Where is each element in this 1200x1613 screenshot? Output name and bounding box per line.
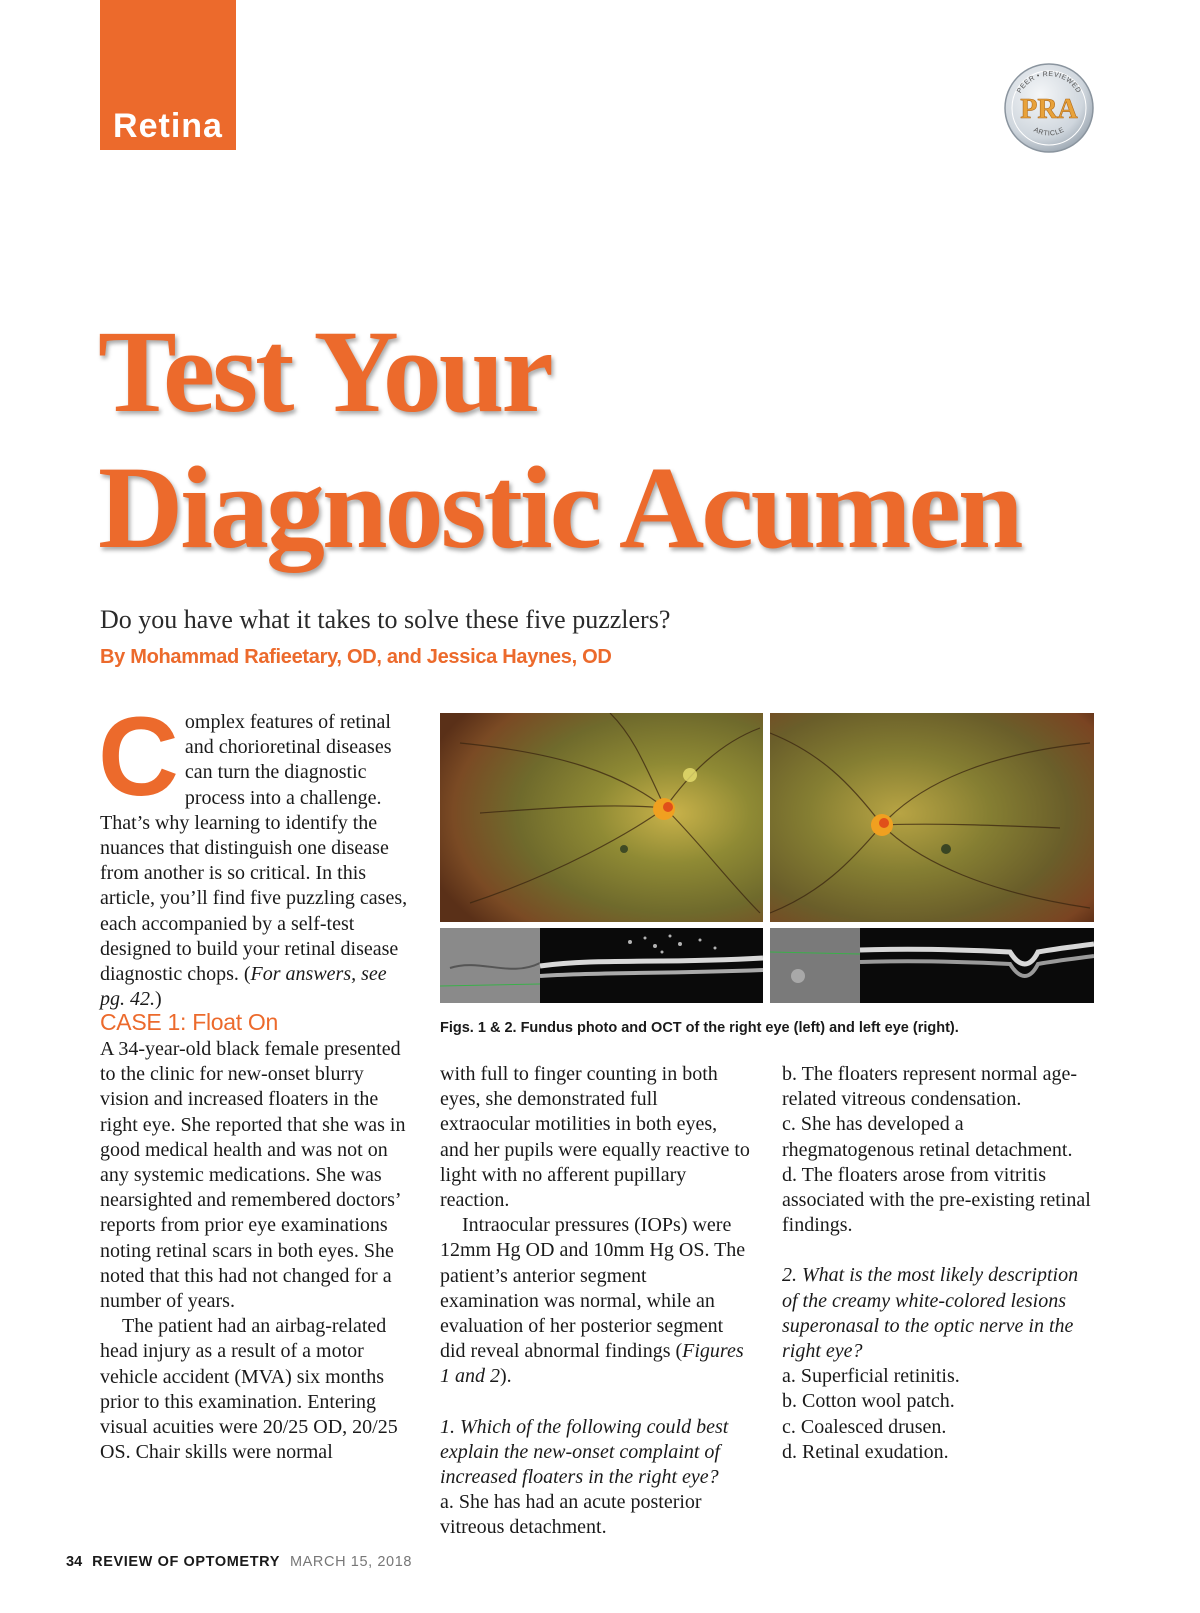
oct-scan-left-eye — [770, 928, 1094, 1003]
fundus-photo-left-eye — [770, 713, 1094, 922]
question-1-option-b: b. The floaters represent normal age-related vitreous condensation. — [782, 1063, 1078, 1111]
article-title-line-1: Test Your — [98, 306, 551, 437]
question-2-option-c: c. Coalesced drusen. — [782, 1415, 947, 1438]
badge-logo: PRA — [1020, 94, 1078, 125]
figure-reference: Figures 1 and 2 — [440, 1340, 744, 1388]
article-title-line-2: Diagnostic Acumen — [98, 442, 1021, 573]
question-1-option-d: d. The floaters arose from vitritis associated with the pre-existing retinal findings. — [782, 1163, 1091, 1237]
case-paragraph: A 34-year-old black female presented to the clinic for new-onset blurry vision and increased floaters in the right eye. She reported that she was in good medical health and was not on any systemic medications. She was nearsighted and remembered doctors’ reports from prior eye examinations noting retinal scars in both eyes. She noted that this had not changed for a number of years. — [100, 1038, 406, 1313]
drop-cap: C — [98, 694, 179, 819]
body-column-1 — [100, 1037, 410, 1465]
case-paragraph: The patient had an airbag-related head injury as a result of a motor vehicle accident (MVA) six months prior to this examination. Entering visual acuities were 20/25 OD, 20/25 OS. Chair skills were normal — [100, 1315, 398, 1464]
page-number: 34 — [66, 1554, 83, 1570]
question-2-option-d: d. Retinal exudation. — [782, 1440, 949, 1463]
figure-caption: Figs. 1 & 2. Fundus photo and OCT of the right eye (left) and left eye (right). — [440, 1020, 959, 1036]
article-subtitle: Do you have what it takes to solve these five puzzlers? — [100, 605, 671, 634]
intro-answers-ref: For answers, see pg. 42. — [100, 963, 387, 1011]
intro-text: omplex features of retinal and chorioretinal diseases can turn the diagnostic process into a challenge. That’s why learning to identify the nuances that distinguish one disease from another is so critical. In this article, you’ll find five puzzling cases, each accompanied by a self-test designed to build your retinal disease diagnostic chops. ( — [100, 711, 408, 986]
question-1-option-c: c. She has developed a rhegmatogenous retinal detachment. — [782, 1113, 1073, 1161]
question-2-option-a: a. Superficial retinitis. — [782, 1365, 960, 1388]
question-2: 2. What is the most likely description of the creamy white-colored lesions superonasal to the optic nerve in the right eye? — [782, 1264, 1079, 1363]
intro-close: ) — [155, 988, 162, 1011]
issue-date: MARCH 15, 2018 — [289, 1554, 413, 1570]
svg-text:ARTICLE: ARTICLE — [1032, 126, 1066, 138]
body-column-3 — [782, 1062, 1092, 1465]
case-heading: CASE 1: Float On — [100, 1009, 278, 1035]
case-paragraph: with full to finger counting in both eyes, she demonstrated full extraocular motilities in both eyes, and her pupils were equally reactive to light with no afferent pupillary reaction. — [440, 1063, 750, 1212]
intro-paragraph — [98, 694, 414, 1012]
oct-scan-right-eye — [440, 928, 763, 1003]
question-1: 1. Which of the following could best explain the new-onset complaint of increased floaters in the right eye? — [440, 1415, 729, 1489]
body-column-2 — [440, 1062, 750, 1541]
svg-text:PEER • REVIEWED: PEER • REVIEWED — [1016, 70, 1082, 95]
section-label: Retina — [113, 107, 223, 145]
fundus-photo-right-eye — [440, 713, 763, 922]
case-paragraph: Intraocular pressures (IOPs) were 12mm Hg OD and 10mm Hg OS. The patient’s anterior segment examination was normal, while an evaluation of her posterior segment did reveal abnormal findings (Figures 1 and 2). — [440, 1214, 746, 1388]
question-1-option-a: a. She has had an acute posterior vitreous detachment. — [440, 1491, 702, 1539]
page-footer — [66, 1552, 412, 1572]
magazine-name: REVIEW OF OPTOMETRY — [92, 1554, 280, 1570]
question-2-option-b: b. Cotton wool patch. — [782, 1390, 955, 1413]
peer-reviewed-badge — [1003, 62, 1095, 154]
article-byline: By Mohammad Rafieetary, OD, and Jessica Haynes, OD — [100, 646, 612, 668]
